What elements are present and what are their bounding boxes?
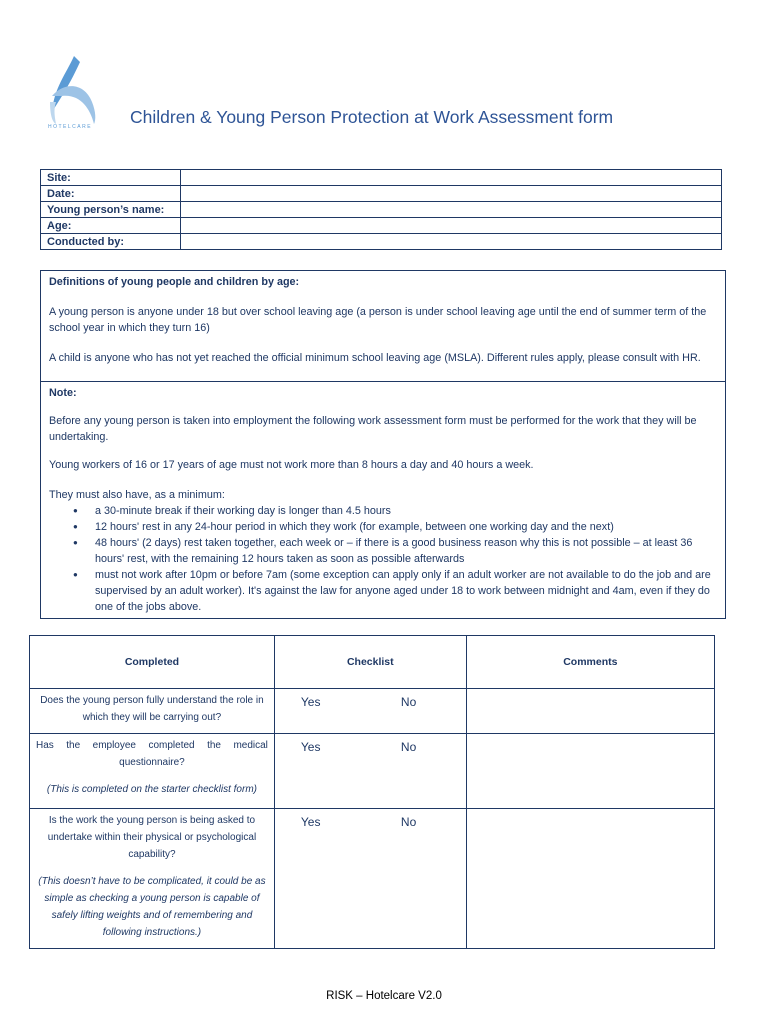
table-row xyxy=(30,689,715,734)
yes-option[interactable]: Yes xyxy=(300,695,321,709)
info-row-site xyxy=(41,170,722,186)
no-option[interactable]: No xyxy=(400,815,417,829)
info-label: Age: xyxy=(41,218,181,234)
yes-option[interactable]: Yes xyxy=(300,815,321,829)
info-table xyxy=(40,169,722,250)
definitions-paragraph: A child is anyone who has not yet reached the official minimum school leaving age (MSLA). Different rules apply, please consult with HR. xyxy=(49,352,701,364)
info-row-conducted-by xyxy=(41,234,722,250)
info-label: Date: xyxy=(41,186,181,202)
info-row-date xyxy=(41,186,722,202)
note-heading: Note: xyxy=(49,387,77,399)
table-row xyxy=(30,734,715,809)
question-text: Is the work the young person is being asked to undertake within their physical or psychological capability? xyxy=(47,815,257,860)
note-paragraph: Before any young person is taken into employment the following work assessment form must be performed for the work that they will be undertaking. xyxy=(49,415,697,443)
site-field[interactable] xyxy=(181,170,722,186)
definitions-note-box xyxy=(40,270,726,619)
comments-field[interactable] xyxy=(466,734,714,809)
definitions-section xyxy=(41,271,725,382)
list-item: ● a 30-minute break if their working day is longer than 4.5 hours xyxy=(95,503,717,519)
comments-field[interactable] xyxy=(466,809,714,949)
question-text: Does the young person fully understand the role in which they will be carrying out? xyxy=(40,695,264,723)
young-person-name-field[interactable] xyxy=(181,202,722,218)
info-label: Young person’s name: xyxy=(41,202,181,218)
checklist-header: Checklist xyxy=(274,636,466,689)
logo-text: HOTELCARE xyxy=(48,124,93,130)
list-item: ● 48 hours' (2 days) rest taken together, each week or – if there is a good business reason why this is not possible – at least 36 hours' rest, with the remaining 12 hours taken as soon as possible afterwards xyxy=(95,535,717,567)
info-row-age xyxy=(41,218,722,234)
question-cell xyxy=(30,734,275,809)
definitions-paragraph: A young person is anyone under 18 but over school leaving age (a person is under school leaving age until the end of summer term of the school year in which they turn 16) xyxy=(49,306,707,334)
yes-no-cell xyxy=(274,734,466,809)
rest-rules-list xyxy=(49,503,717,615)
comments-field[interactable] xyxy=(466,689,714,734)
list-item: ● must not work after 10pm or before 7am (some exception can apply only if an adult worker are not available to do the job and are supervised by an adult worker). It's against the law for anyone aged under 18 to work between midnight and 4am, even if they do one of the jobs above. xyxy=(95,567,717,615)
note-section xyxy=(41,382,725,618)
completed-header: Completed xyxy=(30,636,275,689)
checklist-table xyxy=(29,635,715,949)
question-text: Has the employee completed the medical questionnaire? xyxy=(36,740,268,768)
question-note: (This is completed on the starter checklist form) xyxy=(46,784,257,795)
question-cell xyxy=(30,689,275,734)
yes-option[interactable]: Yes xyxy=(300,740,321,754)
info-label: Site: xyxy=(41,170,181,186)
note-paragraph: They must also have, as a minimum: xyxy=(49,489,225,501)
table-row xyxy=(30,809,715,949)
comments-header: Comments xyxy=(466,636,714,689)
yes-no-cell xyxy=(274,809,466,949)
age-field[interactable] xyxy=(181,218,722,234)
question-cell xyxy=(30,809,275,949)
info-label: Conducted by: xyxy=(41,234,181,250)
no-option[interactable]: No xyxy=(400,695,417,709)
date-field[interactable] xyxy=(181,186,722,202)
info-row-name xyxy=(41,202,722,218)
definitions-heading: Definitions of young people and children by age: xyxy=(49,276,300,288)
page-title: Children & Young Person Protection at Work Assessment form xyxy=(130,107,614,127)
conducted-by-field[interactable] xyxy=(181,234,722,250)
checklist-header-row xyxy=(30,636,715,689)
question-note: (This doesn’t have to be complicated, it could be as simple as checking a young person is capable of safely lifting weights and of remembering and following instructions.) xyxy=(38,876,266,938)
note-paragraph: Young workers of 16 or 17 years of age must not work more than 8 hours a day and 40 hours a week. xyxy=(49,459,534,471)
yes-no-cell xyxy=(274,689,466,734)
page-footer: RISK – Hotelcare V2.0 xyxy=(326,990,442,1002)
list-item: ● 12 hours' rest in any 24-hour period in which they work (for example, between one working day and the next) xyxy=(95,519,717,535)
no-option[interactable]: No xyxy=(400,740,417,754)
